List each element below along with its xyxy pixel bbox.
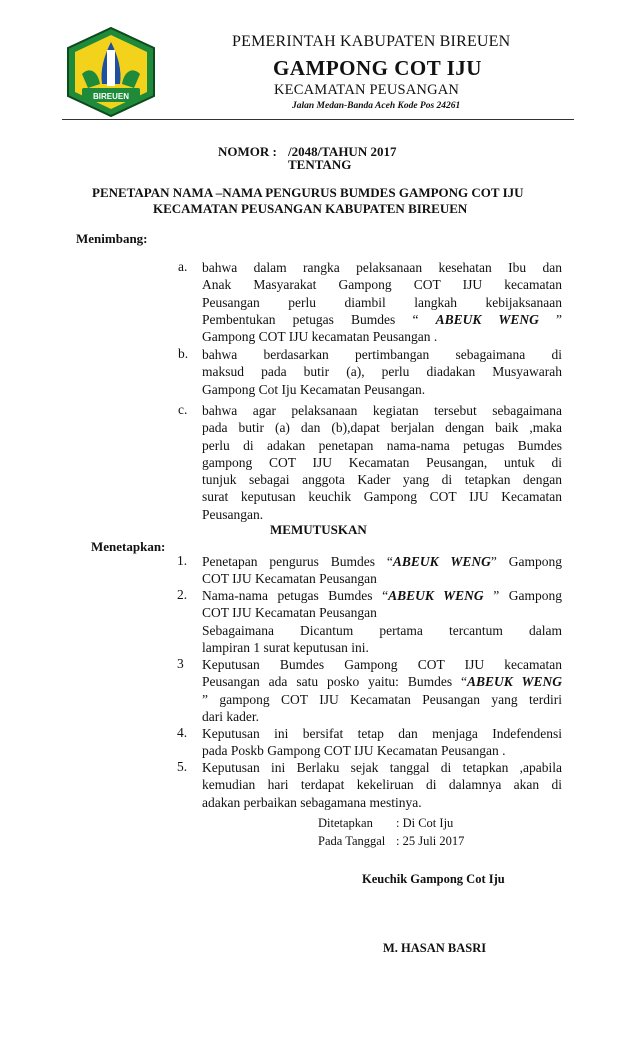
program-name: ABEUK WENG: [467, 674, 562, 690]
menimbang-item-b: [202, 346, 562, 398]
menetapkan-item-2: [202, 587, 562, 656]
menetapkan-heading: Menetapkan:: [91, 539, 166, 554]
text-fragment: Penetapan pengurus Bumdes “: [202, 554, 393, 569]
item-letter-a: a.: [178, 259, 188, 274]
item-number-1: 1.: [177, 553, 188, 568]
text-line: [202, 673, 562, 690]
signatory-name: M. HASAN BASRI: [383, 941, 487, 955]
menetapkan-item-3: [202, 656, 562, 725]
text-line: pada butir (a) dan (b),dapat berjalan dengan baik ,maka: [202, 420, 562, 436]
text-line: COT IJU Kecamatan Peusangan: [202, 605, 377, 621]
tanggal-value: : 25 Juli 2017: [396, 834, 465, 848]
text-line: maksud pada butir (a), perlu diadakan Musyawarah: [202, 364, 562, 380]
document-title-line1: PENETAPAN NAMA –NAMA PENGURUS BUMDES GAMPONG COT IJU: [92, 185, 524, 200]
nomor-value: /2048/TAHUN 2017: [288, 144, 397, 159]
text-line: bahwa agar pelaksanaan kegiatan tersebut sebagaimana: [202, 403, 562, 418]
text-line: Gampong Cot Iju Kecamatan Peusangan.: [202, 381, 426, 397]
text-line: Gampong COT IJU kecamatan Peusangan .: [202, 329, 438, 345]
bireuen-emblem-logo: [64, 26, 158, 118]
text-line: kemudian hari terdapat kekeliruan di dalamnya akan di: [202, 777, 562, 793]
text-fragment: Pembentukan petugas Bumdes “: [202, 311, 436, 327]
text-fragment: Peusangan ada satu posko yaitu: Bumdes “: [202, 674, 468, 690]
text-line: [202, 587, 562, 604]
text-line: pada Poskb Gampong COT IJU Kecamatan Peusangan .: [202, 743, 506, 759]
document-title-line2: KECAMATAN PEUSANGAN KABUPATEN BIREUEN: [153, 201, 468, 216]
signatory-title: Keuchik Gampong Cot Iju: [362, 872, 505, 886]
text-line: Peusangan perlu diambil langkah kebijaksanaan: [202, 294, 562, 310]
logo-text: BIREUEN: [92, 92, 130, 101]
letterhead-divider: [62, 119, 574, 120]
item-number-4: 4.: [177, 725, 188, 740]
text-line: gampong COT IJU Kecamatan Peusangan, untuk di: [202, 454, 562, 470]
text-fragment: ”: [538, 311, 563, 327]
text-line: Keputusan ini Berlaku sejak tanggal di tetapkan ,apabila: [202, 760, 562, 775]
text-line: adakan perbaikan sebagamana mestinya.: [202, 794, 422, 810]
text-line: Anak Masyarakat Gampong COT IJU kecamatan: [202, 277, 562, 293]
text-line: Peusangan.: [202, 506, 264, 522]
text-line: tunjuk sebagai anggota Kader yang di tetapkan dengan: [202, 472, 562, 488]
memutuskan-heading: MEMUTUSKAN: [270, 522, 367, 537]
text-fragment: ” Gampong: [490, 554, 562, 569]
text-fragment: ” Gampong: [493, 588, 562, 603]
menetapkan-item-1: [202, 553, 562, 588]
ditetapkan-value: : Di Cot Iju: [396, 816, 454, 830]
text-line: Keputusan ini bersifat tetap dan menjaga Indefendensi: [202, 726, 562, 741]
program-name: ABEUK WENG: [392, 554, 491, 569]
menetapkan-item-4: [202, 725, 562, 760]
letterhead-village: GAMPONG COT IJU: [273, 56, 482, 80]
letterhead-government: PEMERINTAH KABUPATEN BIREUEN: [232, 33, 511, 50]
text-line: lampiran 1 surat keputusan ini.: [202, 639, 369, 655]
program-name: ABEUK WENG: [388, 588, 494, 603]
text-line: ” gampong COT IJU Kecamatan Peusangan yang terdiri: [202, 691, 562, 707]
program-name: ABEUK WENG: [435, 311, 539, 327]
text-line: [202, 553, 562, 570]
nomor-label: NOMOR :: [218, 144, 277, 159]
menetapkan-item-5: [202, 759, 562, 811]
tentang-label: TENTANG: [288, 157, 352, 172]
letterhead-address: Jalan Medan-Banda Aceh Kode Pos 24261: [292, 101, 461, 111]
tanggal-label: Pada Tanggal: [318, 834, 386, 848]
text-fragment: Nama-nama petugas Bumdes “: [202, 588, 389, 603]
item-number-5: 5.: [177, 759, 188, 774]
item-letter-c: c.: [178, 402, 188, 417]
letterhead-district: KECAMATAN PEUSANGAN: [274, 82, 460, 98]
text-line: perlu di adakan penetapan nama-nama petugas Bumdes: [202, 437, 562, 453]
text-line: [202, 311, 562, 328]
text-line: bahwa berdasarkan pertimbangan sebagaimana di: [202, 347, 562, 362]
text-line: Keputusan Bumdes Gampong COT IJU kecamatan: [202, 657, 562, 672]
text-line: COT IJU Kecamatan Peusangan: [202, 571, 377, 587]
text-line: bahwa dalam rangka pelaksanaan kesehatan Ibu dan: [202, 260, 562, 275]
ditetapkan-label: Ditetapkan: [318, 816, 373, 830]
menimbang-item-c: [202, 402, 562, 523]
text-line: Sebagaimana Dicantum pertama tercantum dalam: [202, 622, 562, 638]
item-number-2: 2.: [177, 587, 188, 602]
menimbang-heading: Menimbang:: [76, 231, 148, 246]
text-line: surat keputusan keuchik Gampong COT IJU Kecamatan: [202, 489, 562, 505]
item-number-3: 3: [177, 656, 184, 671]
menimbang-item-a: [202, 259, 562, 345]
text-line: dari kader.: [202, 708, 259, 724]
item-letter-b: b.: [178, 346, 189, 361]
